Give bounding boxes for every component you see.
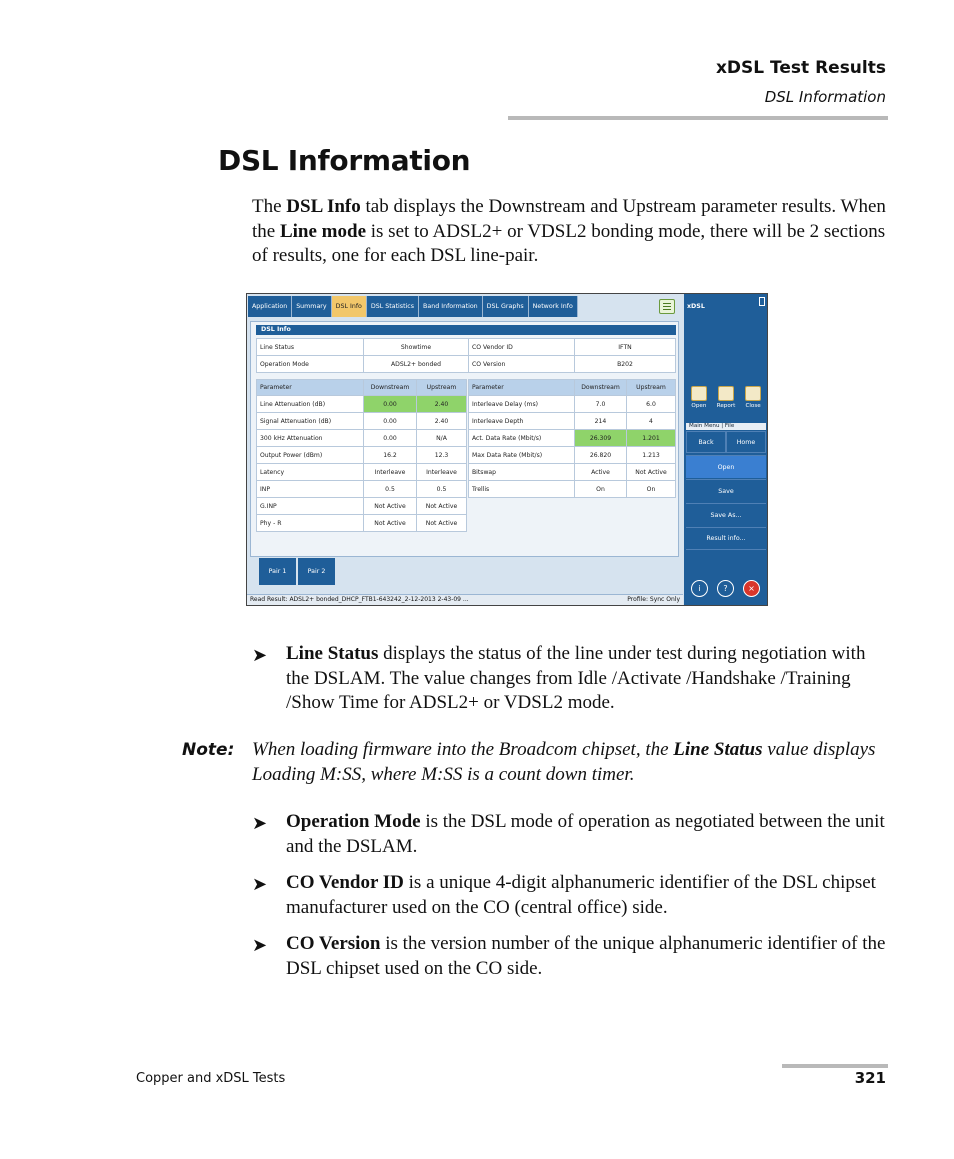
param-cell: Bitswap <box>469 464 575 481</box>
value-cell: Not Active <box>364 498 417 515</box>
battery-icon <box>759 297 765 306</box>
table-row <box>257 413 467 430</box>
menu-open-button[interactable]: Open <box>686 455 766 478</box>
param-cell: Line Attenuation (dB) <box>257 396 364 413</box>
table-row <box>257 464 467 481</box>
value-cell: Not Active <box>627 464 676 481</box>
menu-result-info-button[interactable]: Result info... <box>686 527 766 550</box>
side-title: xDSL <box>687 303 705 310</box>
intro-bold-2: Line mode <box>279 220 366 242</box>
value-cell: Interleave <box>417 464 467 481</box>
value-cell: Interleave <box>364 464 417 481</box>
note-bold: Line Status <box>673 739 763 760</box>
help-icon[interactable]: ? <box>717 580 734 597</box>
value-cell: Not Active <box>417 515 467 532</box>
value-cell: 6.0 <box>627 396 676 413</box>
value-cell: 26.309 <box>575 430 627 447</box>
value-cell: Active <box>575 464 627 481</box>
bullet-co-version <box>252 932 892 981</box>
intro-paragraph <box>252 195 892 269</box>
label-cell: CO Vendor ID <box>469 339 575 356</box>
open-quick-button[interactable] <box>691 386 707 409</box>
menu-save-button[interactable]: Save <box>686 479 766 502</box>
column-header: Upstream <box>417 380 467 396</box>
bullet-term: CO Version <box>286 933 381 954</box>
running-header-subtitle: DSL Information <box>764 88 886 106</box>
bullet-text: is the DSL mode of operation as negotiated between the unit and the DSLAM. <box>286 811 885 857</box>
home-button[interactable]: Home <box>726 431 766 453</box>
value-cell: 0.00 <box>364 413 417 430</box>
table-row <box>257 396 467 413</box>
back-button[interactable]: Back <box>686 431 726 453</box>
table-row <box>257 481 467 498</box>
bullet-operation-mode <box>252 810 892 859</box>
param-cell: Output Power (dBm) <box>257 447 364 464</box>
folder-open-icon <box>691 386 707 401</box>
quick-label: Open <box>691 403 707 409</box>
table-row <box>257 447 467 464</box>
nav-buttons <box>686 431 766 453</box>
value-cell: 214 <box>575 413 627 430</box>
table-row <box>469 396 676 413</box>
note-label: Note: <box>182 740 235 760</box>
running-header-title: xDSL Test Results <box>715 58 886 78</box>
bullet-text: is the version number of the unique alphanumeric identifier of the DSL chipset used on the CO side. <box>286 933 886 979</box>
column-header: Upstream <box>627 380 676 396</box>
note-text-2: value displays Loading M:SS, where M:SS is a count down timer. <box>252 739 876 785</box>
tab-bar <box>248 296 578 318</box>
value-cell: 0.00 <box>364 430 417 447</box>
close-quick-button[interactable] <box>745 386 761 409</box>
param-cell: 300 kHz Attenuation <box>257 430 364 447</box>
bullet-text: displays the status of the line under test during negotiation with the DSLAM. The value changes from Idle /Activate /Handshake /Training /Show Time for ADSL2+ or VDSL2 mode. <box>286 643 866 713</box>
value-cell: Not Active <box>364 515 417 532</box>
value-cell: 0.5 <box>417 481 467 498</box>
tab-dsl-info[interactable]: DSL Info <box>332 296 367 317</box>
table-row <box>257 430 467 447</box>
report-quick-button[interactable] <box>717 386 736 409</box>
note-text-1: When loading firmware into the Broadcom chipset, the <box>252 739 674 760</box>
main-menu-breadcrumb: Main Menu | File <box>686 423 766 430</box>
bullet-text: is a unique 4-digit alphanumeric identifier of the DSL chipset manufacturer used on the CO (central office) side. <box>286 872 876 918</box>
param-cell: INP <box>257 481 364 498</box>
pair-tabs <box>259 558 337 585</box>
page-number: 321 <box>854 1069 886 1087</box>
footer-chapter: Copper and xDSL Tests <box>136 1071 286 1086</box>
table-row <box>257 515 467 532</box>
quick-actions <box>686 386 766 409</box>
label-cell: Line Status <box>257 339 364 356</box>
tab-pair-2[interactable]: Pair 2 <box>298 558 335 585</box>
dsl-info-screenshot <box>246 293 768 606</box>
intro-text-3: is set to ADSL2+ or VDSL2 bonding mode, there will be 2 sections of results, one for each DSL line-pair. <box>252 220 886 266</box>
value-cell: 4 <box>627 413 676 430</box>
value-cell: Showtime <box>364 339 469 356</box>
bullet-arrow-icon: ➤ <box>252 645 268 666</box>
notes-icon[interactable] <box>659 299 675 314</box>
value-cell: 16.2 <box>364 447 417 464</box>
tab-application[interactable]: Application <box>248 296 292 317</box>
value-cell: On <box>627 481 676 498</box>
value-cell: N/A <box>417 430 467 447</box>
quick-label: Close <box>745 403 761 409</box>
status-bar <box>247 594 683 605</box>
left-parameter-table <box>256 379 467 532</box>
value-cell: 2.40 <box>417 396 467 413</box>
section-title: DSL Info <box>256 325 676 335</box>
param-cell: Act. Data Rate (Mbit/s) <box>469 430 575 447</box>
tab-band-information[interactable]: Band Information <box>419 296 483 317</box>
label-cell: Operation Mode <box>257 356 364 373</box>
intro-text-2: tab displays the Downstream and Upstream parameter results. When the <box>252 196 886 242</box>
param-cell: Phy - R <box>257 515 364 532</box>
right-parameter-table <box>468 379 676 498</box>
param-cell: Interleave Delay (ms) <box>469 396 575 413</box>
side-panel <box>684 294 768 605</box>
value-cell: 0.5 <box>364 481 417 498</box>
param-cell: Trellis <box>469 481 575 498</box>
status-read-result: Read Result: ADSL2+ bonded_DHCP_FTB1-643242_2-12-2013 2-43-09 ... <box>250 596 469 603</box>
bullet-arrow-icon: ➤ <box>252 813 268 834</box>
table-row <box>469 430 676 447</box>
info-icon[interactable]: i <box>691 580 708 597</box>
intro-bold-1: DSL Info <box>286 196 361 217</box>
note-block <box>182 738 902 787</box>
table-row <box>469 464 676 481</box>
column-header: Downstream <box>575 380 627 396</box>
line-info-table <box>256 338 676 373</box>
footer-rule <box>782 1064 888 1068</box>
intro-text-1: The <box>252 196 287 217</box>
value-cell: 7.0 <box>575 396 627 413</box>
dsl-info-panel <box>250 321 679 557</box>
value-cell: B202 <box>575 356 676 373</box>
value-cell: Not Active <box>417 498 467 515</box>
param-cell: Max Data Rate (Mbit/s) <box>469 447 575 464</box>
tab-network-info[interactable]: Network Info <box>529 296 578 317</box>
table-row <box>469 447 676 464</box>
bullet-co-vendor-id <box>252 871 892 920</box>
bullet-term: Operation Mode <box>286 811 421 832</box>
bullet-line-status <box>252 642 892 716</box>
label-cell: CO Version <box>469 356 575 373</box>
param-cell: G.INP <box>257 498 364 515</box>
value-cell: 1.201 <box>627 430 676 447</box>
tab-pair-1[interactable]: Pair 1 <box>259 558 296 585</box>
status-profile: Profile: Sync Only <box>627 596 680 603</box>
tab-dsl-graphs[interactable]: DSL Graphs <box>483 296 529 317</box>
param-cell: Latency <box>257 464 364 481</box>
header-rule <box>508 116 888 120</box>
tab-dsl-statistics[interactable]: DSL Statistics <box>367 296 419 317</box>
value-cell: ADSL2+ bonded <box>364 356 469 373</box>
value-cell: 0.00 <box>364 396 417 413</box>
value-cell: 26.820 <box>575 447 627 464</box>
exit-icon[interactable]: × <box>743 580 760 597</box>
value-cell: 12.3 <box>417 447 467 464</box>
param-cell: Interleave Depth <box>469 413 575 430</box>
value-cell: On <box>575 481 627 498</box>
column-header: Downstream <box>364 380 417 396</box>
bullet-term: CO Vendor ID <box>286 872 404 893</box>
bullet-term: Line Status <box>286 643 379 664</box>
page-title: DSL Information <box>218 144 471 177</box>
value-cell: IFTN <box>575 339 676 356</box>
folder-close-icon <box>745 386 761 401</box>
column-header: Parameter <box>469 380 575 396</box>
tab-summary[interactable]: Summary <box>292 296 331 317</box>
table-row <box>257 498 467 515</box>
param-cell: Signal Attenuation (dB) <box>257 413 364 430</box>
table-row <box>469 413 676 430</box>
quick-label: Report <box>716 403 736 409</box>
report-icon <box>718 386 734 401</box>
value-cell: 1.213 <box>627 447 676 464</box>
menu-save-as-button[interactable]: Save As... <box>686 503 766 526</box>
bullet-arrow-icon: ➤ <box>252 935 268 956</box>
value-cell: 2.40 <box>417 413 467 430</box>
table-row <box>469 481 676 498</box>
column-header: Parameter <box>257 380 364 396</box>
bullet-arrow-icon: ➤ <box>252 874 268 895</box>
